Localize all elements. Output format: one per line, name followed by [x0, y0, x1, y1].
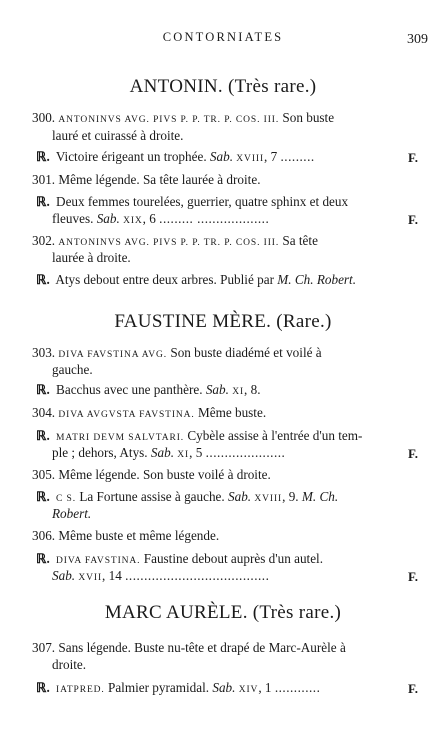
entry-302: [32, 233, 414, 251]
reverse-mark: ℝ.: [36, 194, 50, 209]
leader-dots: ......... ...................: [159, 211, 270, 226]
author: M. Ch. Robert.: [277, 272, 357, 287]
entry-302-cont: laurée à droite.: [52, 250, 131, 265]
reverse-text: La Fortune assise à gauche.: [79, 489, 225, 504]
coin-legend: ANTONINVS AVG. PIVS P. P. TR. P. COS. III.: [58, 115, 280, 125]
reference-number: , 7: [264, 149, 278, 164]
reverse-text: Bacchus avec une panthère.: [56, 382, 203, 397]
entry-number: 304.: [32, 405, 56, 420]
section-title-marc-aurele: MARC AURÈLE. (Très rare.): [104, 602, 342, 623]
entry-number: 303.: [32, 345, 56, 360]
reverse-306: [36, 551, 323, 569]
entry-text: Même buste et même légende.: [58, 528, 220, 543]
frequency-mark: F.: [408, 212, 418, 227]
reference-number: , 9.: [282, 489, 299, 504]
reference: Sab.: [212, 680, 236, 695]
entry-text: Son buste: [282, 110, 335, 125]
page-header: [0, 30, 446, 50]
reverse-303: [36, 382, 261, 400]
reverse-mark: ℝ.: [36, 428, 50, 443]
coin-legend: DIVA FAVSTINA AVG.: [58, 350, 168, 360]
reference: Sab.: [150, 445, 174, 460]
reverse-text: Cybèle assise à l'entrée d'un tem-: [187, 428, 363, 443]
section-title-antonin: ANTONIN. (Très rare.): [129, 76, 317, 97]
frequency-mark: F.: [408, 150, 418, 165]
reverse-text: Faustine debout auprès d'un autel.: [143, 551, 324, 566]
entry-text: Sa tête: [282, 233, 318, 248]
reverse-text: Atys debout entre deux arbres. Publié par: [55, 272, 274, 287]
coin-legend: ANTONINVS AVG. PIVS P. P. TR. P. COS. III.: [58, 238, 280, 248]
reverse-301-cont: [52, 211, 269, 229]
entry-text: Même légende. Son buste voilé à droite.: [58, 467, 271, 482]
entry-number: 302.: [32, 233, 56, 248]
entry-number: 307.: [32, 640, 56, 655]
reverse-text: fleuves.: [52, 211, 94, 226]
entry-305: [32, 467, 271, 483]
reverse-mark: ℝ.: [36, 551, 50, 566]
reference: Sab.: [52, 568, 76, 583]
leader-dots: .........: [280, 149, 315, 164]
leader-dots: ......................................: [125, 568, 270, 583]
reverse-304-cont: [52, 445, 285, 463]
section-title-faustine: FAUSTINE MÈRE. (Rare.): [114, 311, 332, 332]
entry-number: 300.: [32, 110, 56, 125]
reverse-text: Palmier pyramidal.: [107, 680, 210, 695]
entry-304: [32, 405, 266, 423]
entry-303-cont: gauche.: [52, 362, 93, 377]
entry-301: [32, 172, 261, 188]
reverse-mark: ℝ.: [36, 680, 50, 695]
leader-dots: .....................: [205, 445, 286, 460]
reference: Sab.: [205, 382, 229, 397]
reverse-304: [36, 428, 362, 446]
entry-307-cont: droite.: [52, 657, 87, 672]
reverse-mark: ℝ.: [36, 149, 50, 164]
reference-number: , 14: [102, 568, 122, 583]
reference-number: , 8.: [244, 382, 261, 397]
reverse-mark: ℝ.: [36, 272, 50, 287]
reference-number: , 6: [142, 211, 156, 226]
reverse-305: [36, 489, 338, 507]
reverse-mark: ℝ.: [36, 382, 50, 397]
coin-legend: C S.: [56, 494, 77, 504]
reference-volume: XVIII: [254, 494, 283, 504]
coin-legend: DIVA AVGVSTA FAVSTINA.: [58, 410, 195, 420]
reverse-text: ple ; dehors, Atys.: [52, 445, 148, 460]
entry-number: 301.: [32, 172, 56, 187]
reference: Sab.: [209, 149, 233, 164]
frequency-mark: F.: [408, 681, 418, 696]
reference-number: , 5: [189, 445, 203, 460]
entry-307: [32, 640, 346, 656]
reference: Sab.: [228, 489, 252, 504]
reverse-305-cont: Robert.: [52, 506, 92, 521]
reverse-301: [36, 194, 348, 210]
reverse-mark: ℝ.: [36, 489, 50, 504]
reference-volume: XI: [232, 387, 245, 397]
reference-volume: XIX: [123, 216, 143, 226]
reference: Sab.: [96, 211, 120, 226]
entry-300: [32, 110, 414, 128]
reverse-302: [36, 272, 356, 288]
entry-306: [32, 528, 219, 544]
page-number: 309: [407, 32, 428, 47]
reference-volume: XI: [177, 450, 190, 460]
author: M. Ch.: [301, 489, 339, 504]
reverse-306-cont: [52, 568, 269, 586]
entry-number: 306.: [32, 528, 56, 543]
entry-text: Sans légende. Buste nu-tête et drapé de Marc-Aurèle à: [58, 640, 346, 655]
coin-legend: DIVA FAVSTINA.: [56, 556, 141, 566]
entry-number: 305.: [32, 467, 56, 482]
reference-volume: XVIII: [236, 154, 265, 164]
frequency-mark: F.: [408, 569, 418, 584]
reverse-300: [36, 149, 315, 167]
reverse-307: [36, 680, 320, 698]
entry-text: Même légende. Sa tête laurée à droite.: [58, 172, 261, 187]
reverse-text: Victoire érigeant un trophée.: [55, 149, 207, 164]
coin-legend: MATRI DEVM SALVTARI.: [56, 433, 185, 443]
entry-303: [32, 345, 322, 363]
entry-text: Son buste diadémé et voilé à: [170, 345, 322, 360]
running-title: CONTORNIATES: [162, 30, 284, 44]
entry-300-cont: lauré et cuirassé à droite.: [52, 128, 184, 143]
reference-volume: XIV: [238, 685, 259, 695]
reverse-text: Deux femmes tourelées, guerrier, quatre sphinx et deux: [56, 194, 349, 209]
entry-text: Même buste.: [198, 405, 267, 420]
reference-number: , 1: [258, 680, 272, 695]
leader-dots: ............: [274, 680, 321, 695]
reference-volume: XVII: [78, 573, 103, 583]
frequency-mark: F.: [408, 446, 418, 461]
coin-legend: IATPRED.: [56, 685, 105, 695]
